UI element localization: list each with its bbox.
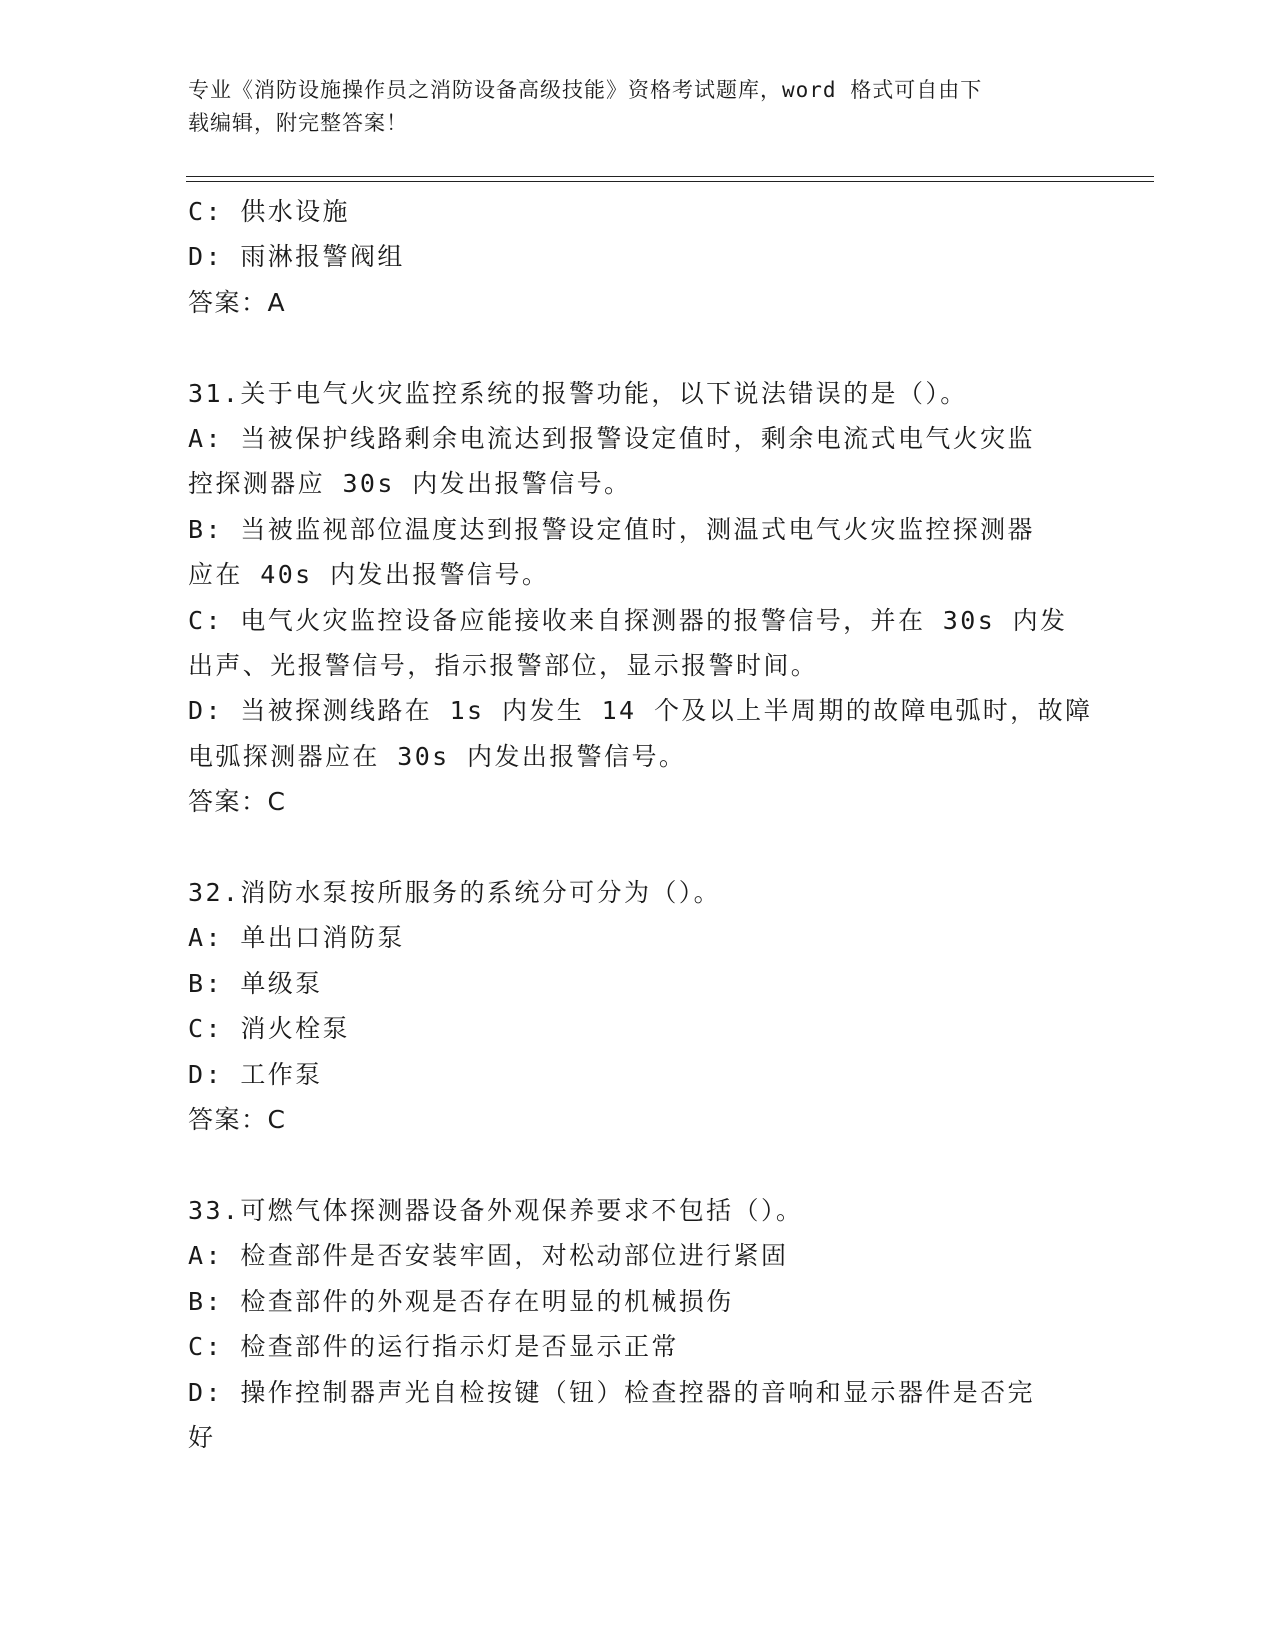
- answer: 答案：A: [188, 287, 287, 317]
- option-d: D: 雨淋报警阀组: [188, 242, 405, 272]
- spacer: [188, 325, 1088, 370]
- option-b: B: 单级泵: [188, 968, 323, 998]
- option-d-line-1: D: 当被探测线路在 1s 内发生 14 个及以上半周期的故障电弧时，故障: [188, 696, 1093, 726]
- question-list: [188, 189, 1093, 1460]
- option-d-line-2: 电弧探测器应在 30s 内发出报警信号。: [188, 741, 687, 771]
- header-line-2: 载编辑，附完整答案！: [188, 111, 408, 135]
- option-a-line-1: A: 当被保护线路剩余电流达到报警设定值时，剩余电流式电气火灾监: [188, 424, 1035, 454]
- option-c: C: 检查部件的运行指示灯是否显示正常: [188, 1332, 679, 1362]
- question-30-tail: [188, 189, 1088, 325]
- option-c-line-1: C: 电气火灾监控设备应能接收来自探测器的报警信号，并在 30s 内发: [188, 605, 1068, 635]
- header-divider: [186, 176, 1154, 182]
- option-b-line-2: 应在 40s 内发出报警信号。: [188, 560, 550, 590]
- option-d-line-2: 好: [188, 1422, 216, 1452]
- question-32: [188, 870, 1088, 1142]
- option-c: C: 消火栓泵: [188, 1014, 350, 1044]
- question-stem: 31.关于电气火灾监控系统的报警功能，以下说法错误的是（）。: [188, 378, 968, 408]
- option-a: A: 单出口消防泵: [188, 923, 405, 953]
- question-stem: 33.可燃气体探测器设备外观保养要求不包括（）。: [188, 1195, 804, 1225]
- answer: 答案：C: [188, 1105, 287, 1135]
- page-header: [188, 74, 1068, 140]
- option-b-line-1: B: 当被监视部位温度达到报警设定值时，测温式电气火灾监控探测器: [188, 514, 1035, 544]
- answer: 答案：C: [188, 787, 287, 817]
- question-31: [188, 371, 1093, 825]
- spacer: [188, 825, 1088, 870]
- option-b: B: 检查部件的外观是否存在明显的机械损伤: [188, 1286, 734, 1316]
- option-c-line-2: 出声、光报警信号，指示报警部位，显示报警时间。: [188, 651, 819, 681]
- option-d: D: 工作泵: [188, 1059, 323, 1089]
- option-a-line-2: 控探测器应 30s 内发出报警信号。: [188, 469, 632, 499]
- question-33: [188, 1188, 1088, 1460]
- header-line-1: 专业《消防设施操作员之消防设备高级技能》资格考试题库，word 格式可自由下: [188, 78, 983, 102]
- option-a: A: 检查部件是否安装牢固，对松动部位进行紧固: [188, 1241, 789, 1271]
- option-c: C: 供水设施: [188, 197, 350, 226]
- question-stem: 32.消防水泵按所服务的系统分可分为（）。: [188, 878, 722, 908]
- spacer: [188, 1143, 1088, 1188]
- option-d-line-1: D: 操作控制器声光自检按键（钮）检查控器的音响和显示器件是否完: [188, 1377, 1035, 1407]
